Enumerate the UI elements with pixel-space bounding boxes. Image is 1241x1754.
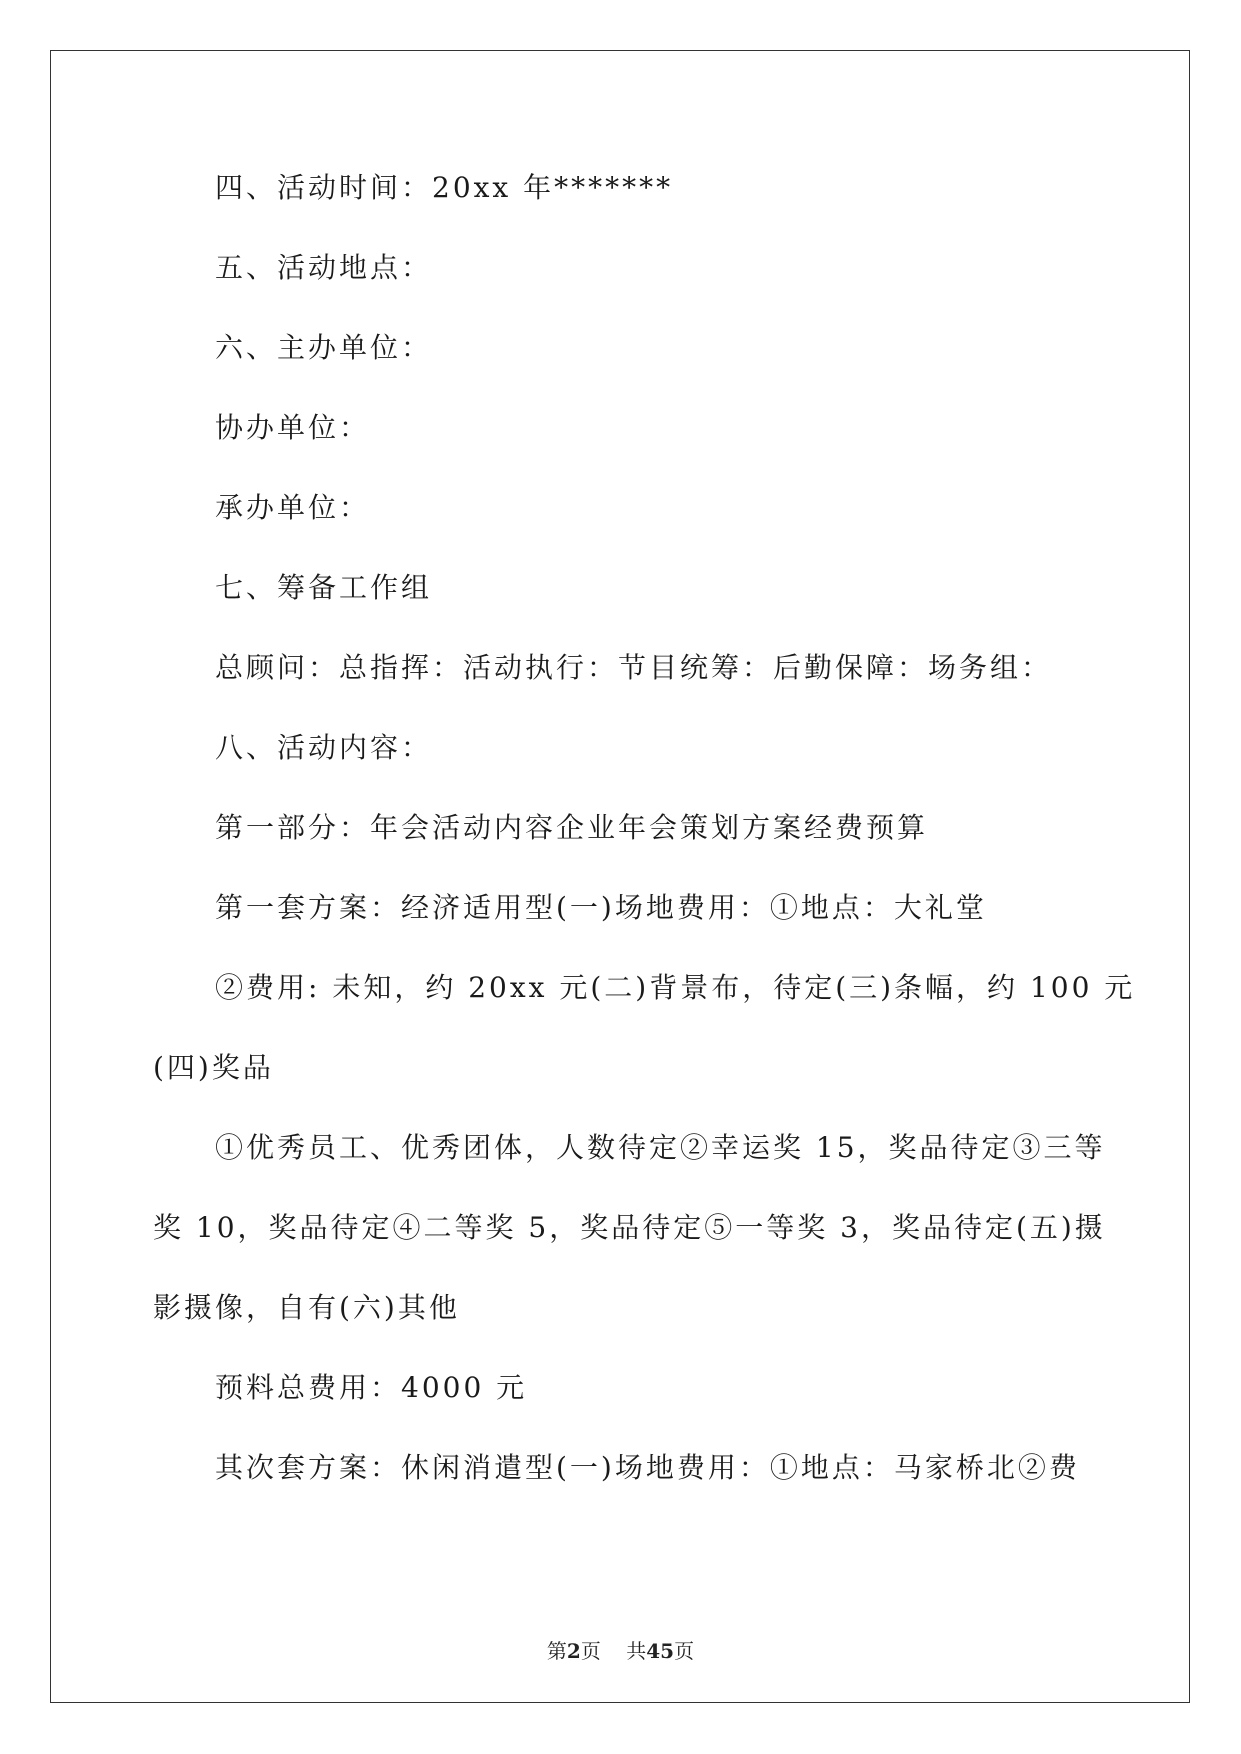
page-footer — [0, 1636, 1241, 1666]
text-line: 五、活动地点： — [215, 251, 433, 284]
text-line: 预料总费用：4000 元 — [215, 1371, 528, 1404]
text-line: 总顾问：总指挥：活动执行：节目统筹：后勤保障：场务组： — [215, 651, 1053, 684]
current-page-number: 2 — [566, 1639, 581, 1663]
text-line: ①优秀员工、优秀团体，人数待定②幸运奖 15，奖品待定③三等 — [215, 1131, 1106, 1164]
text-line: 协办单位： — [215, 411, 371, 444]
footer-middle: 页 共 — [580, 1639, 647, 1663]
text-line: 影摄像，自有(六)其他 — [153, 1291, 460, 1324]
text-line: 承办单位： — [215, 491, 371, 524]
text-line: 其次套方案：休闲消遣型(一)场地费用：①地点：马家桥北②费 — [215, 1451, 1080, 1484]
footer-prefix: 第 — [546, 1639, 567, 1663]
text-line: (四)奖品 — [153, 1051, 274, 1084]
text-line: 八、活动内容： — [215, 731, 433, 764]
text-line: ②费用: 未知，约 20xx 元(二)背景布，待定(三)条幅，约 100 元 — [215, 971, 1136, 1004]
footer-suffix: 页 — [674, 1639, 695, 1663]
text-line: 第一套方案：经济适用型(一)场地费用：①地点：大礼堂 — [215, 891, 987, 924]
text-line: 四、活动时间：20xx 年******* — [215, 171, 674, 204]
text-line: 六、主办单位： — [215, 331, 433, 364]
text-line: 七、筹备工作组 — [215, 571, 433, 604]
text-line: 奖 10，奖品待定④二等奖 5，奖品待定⑤一等奖 3，奖品待定(五)摄 — [153, 1211, 1106, 1244]
text-line: 第一部分：年会活动内容企业年会策划方案经费预算 — [215, 811, 929, 844]
document-body — [153, 148, 1136, 1508]
total-page-count: 45 — [646, 1639, 675, 1663]
